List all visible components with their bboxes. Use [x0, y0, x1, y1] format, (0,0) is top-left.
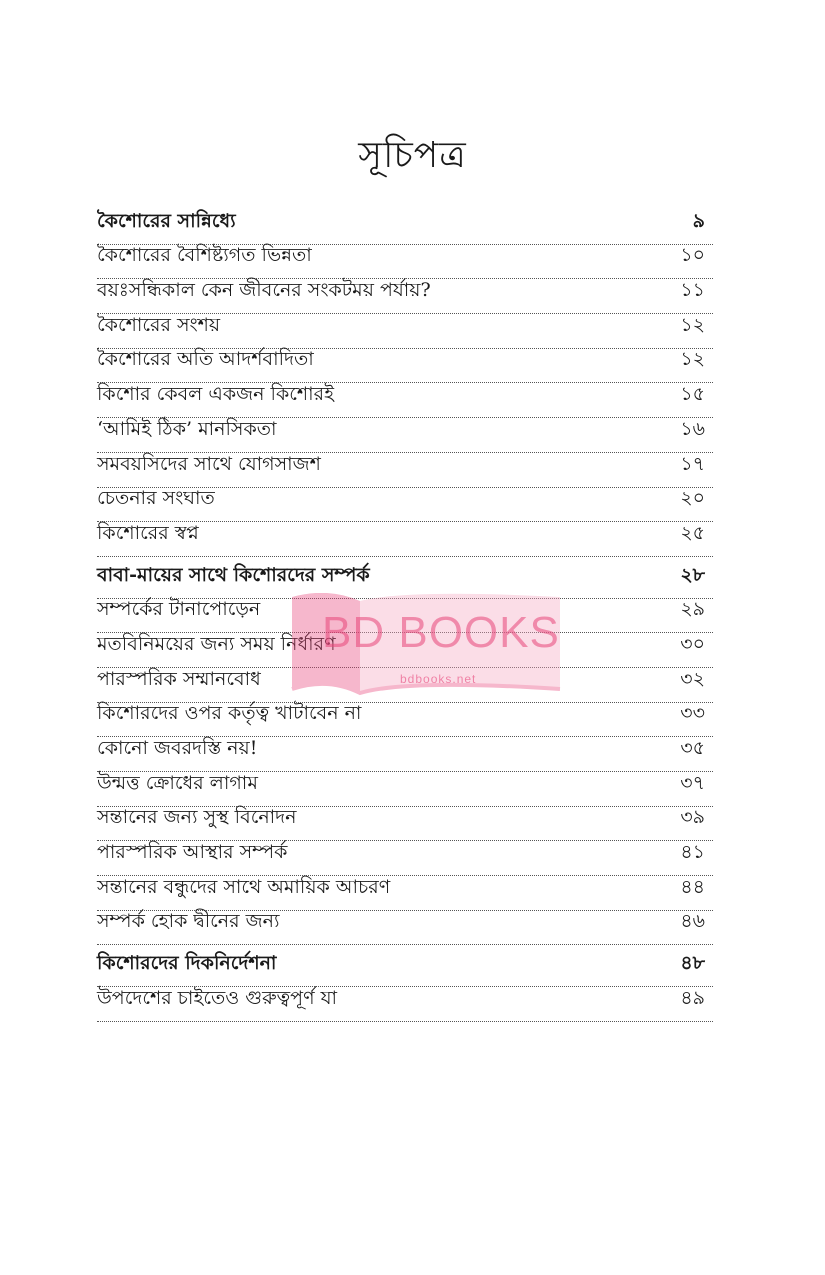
toc-item	[97, 453, 713, 488]
table-of-contents	[97, 210, 713, 1029]
watermark-brand: BD BOOKS	[322, 608, 560, 657]
toc-item	[97, 668, 713, 703]
toc-item-page: ৪৯	[680, 986, 705, 1009]
toc-item-label: বয়ঃসন্ধিকাল কেন জীবনের সংকটময় পর্যায়?	[97, 279, 431, 302]
toc-item	[97, 987, 713, 1022]
toc-item	[97, 911, 713, 946]
toc-item	[97, 383, 713, 418]
toc-section-2	[97, 564, 713, 946]
toc-item-page: ২০	[680, 487, 705, 510]
toc-item	[97, 599, 713, 634]
toc-item	[97, 279, 713, 314]
toc-item-label: সম্পর্কের টানাপোড়েন	[97, 598, 261, 621]
toc-item-label: উন্মত্ত ক্রোধের লাগাম	[97, 771, 258, 794]
toc-item-page: ১২	[680, 348, 705, 371]
toc-item-page: ৪৪	[680, 875, 705, 898]
toc-item-label: চেতনার সংঘাত	[97, 487, 215, 510]
toc-item-label: সন্তানের জন্য সুস্থ বিনোদন	[97, 806, 297, 829]
toc-item-page: ৪৬	[680, 910, 705, 933]
toc-heading	[97, 210, 713, 245]
toc-item	[97, 633, 713, 668]
toc-item-page: ৩৫	[680, 737, 705, 759]
toc-item-page: ২৫	[680, 521, 705, 544]
toc-item-label: পারস্পরিক আস্থার সম্পর্ক	[97, 841, 288, 864]
toc-item-label: সম্পর্ক হোক দ্বীনের জন্য	[97, 910, 280, 933]
toc-heading-label: কৈশোরের সান্নিধ্যে	[97, 209, 236, 232]
toc-item-label: সন্তানের বন্ধুদের সাথে অমায়িক আচরণ	[97, 875, 391, 898]
toc-item-page: ৩০	[680, 632, 705, 655]
toc-item	[97, 841, 713, 876]
toc-item-label: সমবয়সিদের সাথে যোগসাজশ	[97, 452, 321, 475]
toc-item-page: ৩৭	[680, 771, 705, 794]
toc-item-label: ‘আমিই ঠিক’ মানসিকতা	[97, 417, 277, 440]
toc-item-label: উপদেশের চাইতেও গুরুত্বপূর্ণ যা	[97, 986, 338, 1009]
toc-item	[97, 737, 713, 772]
toc-heading-label: কিশোরদের দিকনির্দেশনা	[97, 952, 277, 975]
toc-item	[97, 245, 713, 280]
toc-item-page: ৩৩	[680, 702, 705, 725]
toc-item-label: কৈশোরের অতি আদর্শবাদিতা	[97, 348, 314, 371]
toc-item	[97, 807, 713, 842]
toc-item	[97, 772, 713, 807]
page-title: সূচিপত্র	[358, 135, 467, 176]
toc-section-1	[97, 210, 713, 557]
toc-heading-page: ৯	[692, 209, 705, 232]
toc-item	[97, 488, 713, 523]
toc-item-label: কিশোর কেবল একজন কিশোরই	[97, 383, 334, 406]
toc-item-page: ১৬	[680, 417, 705, 440]
toc-item	[97, 522, 713, 557]
toc-item-page: ১০	[680, 244, 705, 267]
toc-item-label: মতবিনিময়ের জন্য সময় নির্ধারণ	[97, 632, 336, 655]
toc-item-page: ২৯	[680, 598, 705, 621]
toc-item-page: ১২	[680, 313, 705, 336]
toc-item-page: ১১	[680, 279, 705, 302]
toc-heading	[97, 564, 713, 599]
toc-item-page: ৩২	[680, 667, 705, 690]
toc-item-label: কিশোরদের ওপর কর্তৃত্ব খাটাবেন না	[97, 702, 362, 725]
toc-heading-label: বাবা-মায়ের সাথে কিশোরদের সম্পর্ক	[97, 563, 370, 586]
toc-item	[97, 349, 713, 384]
toc-heading-page: ২৮	[680, 563, 705, 586]
toc-heading	[97, 952, 713, 987]
toc-item-page: ৩৯	[680, 806, 705, 829]
toc-item	[97, 418, 713, 453]
toc-item-label: কৈশোরের বৈশিষ্ট্যগত ভিন্নতা	[97, 244, 312, 267]
toc-item-label: কিশোরের স্বপ্ন	[97, 521, 199, 544]
toc-item	[97, 876, 713, 911]
toc-item-page: ১৫	[680, 383, 705, 406]
toc-item-label: কৈশোরের সংশয়	[97, 313, 221, 336]
toc-item-page: ১৭	[680, 452, 705, 475]
toc-section-3	[97, 952, 713, 1021]
toc-item	[97, 314, 713, 349]
toc-item-label: পারস্পরিক সম্মানবোধ	[97, 667, 261, 690]
watermark-site: bdbooks.net	[400, 672, 477, 686]
toc-item	[97, 703, 713, 738]
toc-item-label: কোনো জবরদস্তি নয়!	[97, 737, 258, 759]
toc-heading-page: ৪৮	[680, 952, 705, 975]
toc-item-page: ৪১	[680, 841, 705, 864]
